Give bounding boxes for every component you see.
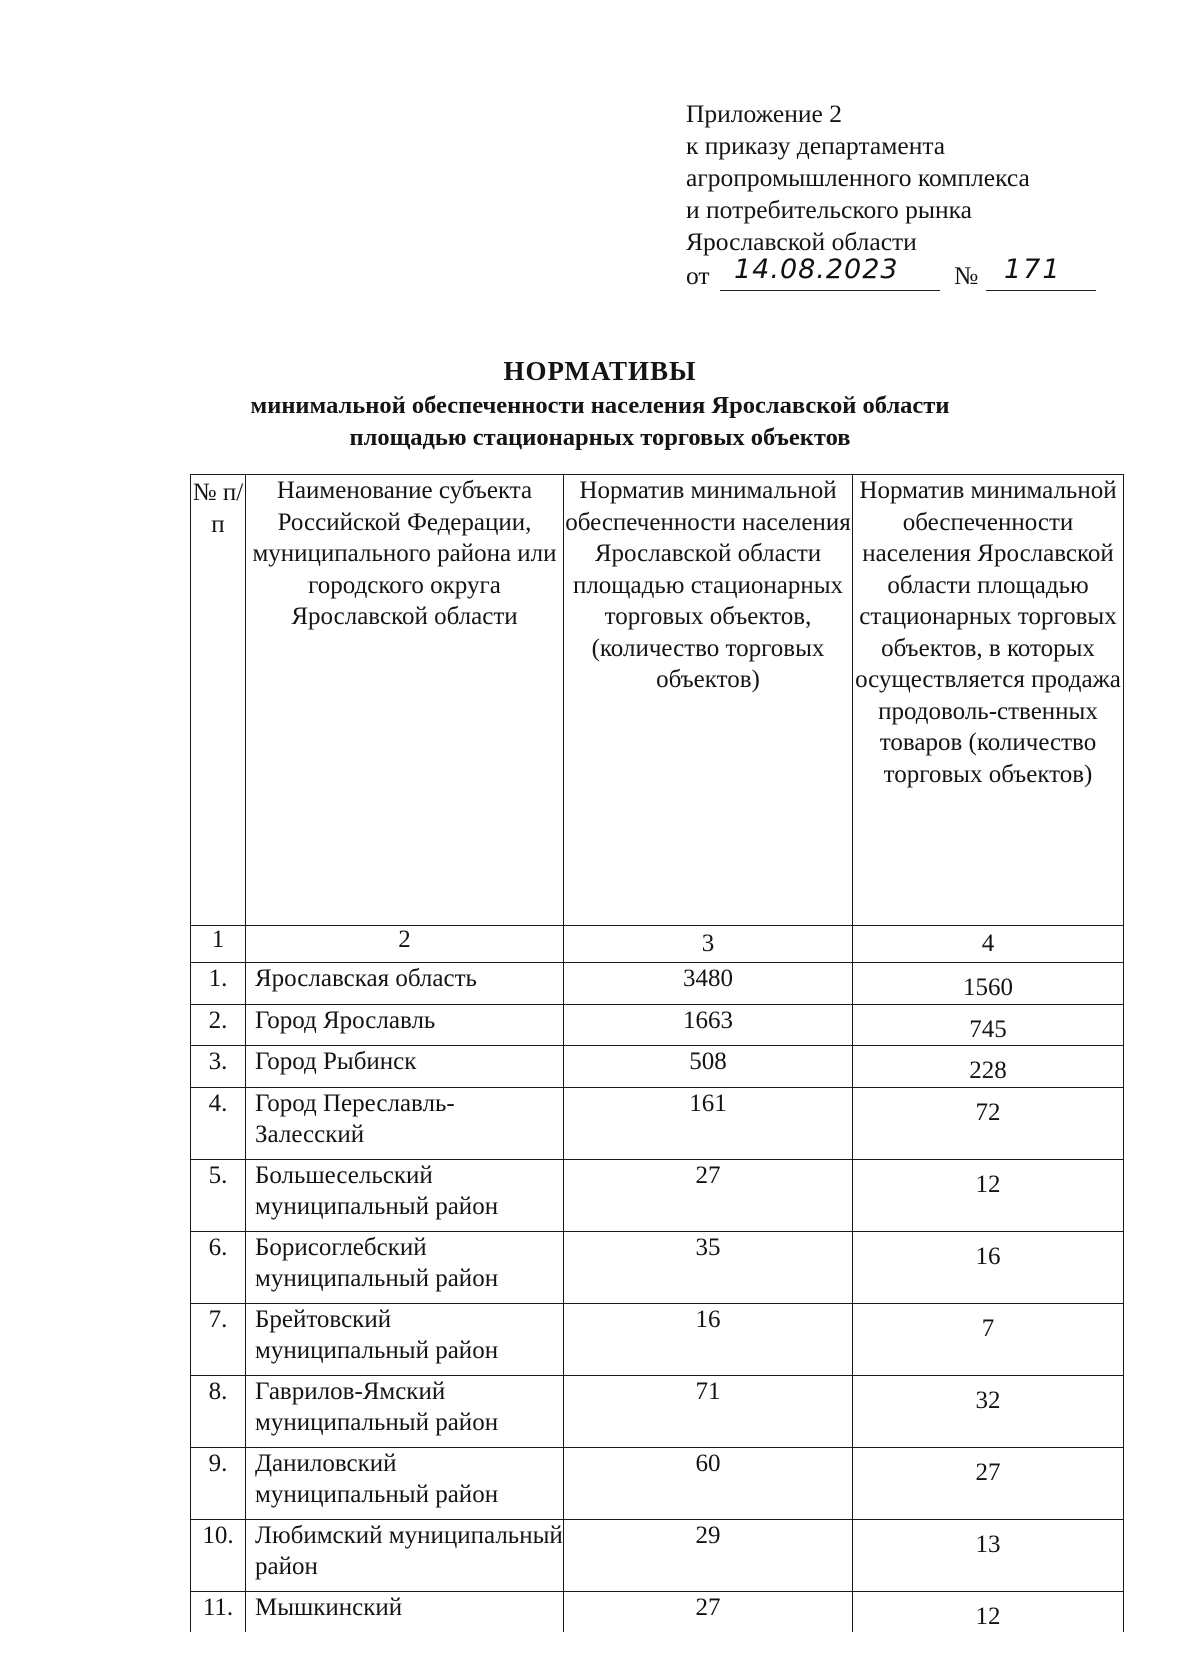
row-name: Ярославская область: [246, 963, 564, 1005]
row-food-norm: 27: [853, 1447, 1124, 1519]
row-food-norm: 13: [853, 1519, 1124, 1591]
header-cell-food: Норматив минимальной обеспеченности населения Ярославской области площадью стационарных торговых объектов, в которых осуществляется продажа продоволь-ственных товаров (количество торговых объектов): [853, 475, 1124, 926]
table-row: [191, 1447, 1124, 1519]
row-total-norm: 1663: [564, 1004, 853, 1046]
table-row: [191, 1519, 1124, 1591]
row-total-norm: 16: [564, 1303, 853, 1375]
appendix-line: к приказу департамента: [686, 131, 946, 160]
header-cell-name: Наименование субъекта Российской Федерации, муниципального района или городского округа Ярославской области: [246, 475, 564, 926]
row-total-norm: 71: [564, 1375, 853, 1447]
norms-table: [190, 474, 1124, 1632]
table-row: [191, 1303, 1124, 1375]
number-sign: №: [954, 261, 979, 290]
page-subtitle-line-1: минимальной обеспеченности населения Ярославской области: [250, 392, 950, 419]
row-food-norm: 72: [853, 1087, 1124, 1159]
row-name: Большесельский муниципальный район: [246, 1159, 564, 1231]
row-total-norm: 27: [564, 1159, 853, 1231]
page-subtitle-line-2: площадью стационарных торговых объектов: [349, 424, 851, 451]
row-number: 11.: [191, 1591, 246, 1632]
row-number: 9.: [191, 1447, 246, 1519]
appendix-line: Приложение 2: [686, 99, 842, 128]
row-total-norm: 508: [564, 1046, 853, 1088]
row-total-norm: 27: [564, 1591, 853, 1632]
column-number: 4: [853, 926, 1124, 963]
number-field: [986, 254, 1096, 291]
table-header-row: [191, 475, 1124, 926]
row-name: Город Рыбинск: [246, 1046, 564, 1088]
appendix-line: агропромышленного комплекса: [686, 163, 1030, 192]
table-row: [191, 963, 1124, 1005]
row-name: Любимский муниципальный район: [246, 1519, 564, 1591]
order-reference: [686, 254, 1062, 294]
row-name: Город Переславль-Залесский: [246, 1087, 564, 1159]
table-row: [191, 1231, 1124, 1303]
table-row: [191, 1087, 1124, 1159]
row-total-norm: 161: [564, 1087, 853, 1159]
date-field: [720, 254, 940, 291]
row-food-norm: 745: [853, 1004, 1124, 1046]
row-name: Борисоглебский муниципальный район: [246, 1231, 564, 1303]
row-number: 6.: [191, 1231, 246, 1303]
column-number: 2: [246, 926, 564, 963]
row-name: Мышкинский: [246, 1591, 564, 1632]
from-label: от: [686, 261, 710, 290]
row-food-norm: 12: [853, 1159, 1124, 1231]
row-name: Даниловский муниципальный район: [246, 1447, 564, 1519]
column-numbers-row: [191, 926, 1124, 963]
row-number: 1.: [191, 963, 246, 1005]
page-title: НОРМАТИВЫ: [503, 356, 697, 386]
table-row: [191, 1159, 1124, 1231]
table-row: [191, 1046, 1124, 1088]
row-total-norm: 35: [564, 1231, 853, 1303]
column-number: 3: [564, 926, 853, 963]
appendix-block: [686, 98, 1062, 294]
row-food-norm: 7: [853, 1303, 1124, 1375]
row-number: 2.: [191, 1004, 246, 1046]
column-number: 1: [191, 926, 246, 963]
order-number: 171: [1004, 254, 1062, 285]
table-row: [191, 1004, 1124, 1046]
row-total-norm: 60: [564, 1447, 853, 1519]
row-food-norm: 228: [853, 1046, 1124, 1088]
appendix-line: и потребительского рынка: [686, 195, 973, 224]
table-row: [191, 1375, 1124, 1447]
row-number: 10.: [191, 1519, 246, 1591]
row-food-norm: 32: [853, 1375, 1124, 1447]
order-date: 14.08.2023: [734, 254, 899, 285]
row-number: 5.: [191, 1159, 246, 1231]
row-name: Город Ярославль: [246, 1004, 564, 1046]
row-food-norm: 16: [853, 1231, 1124, 1303]
header-cell-num: № п/п: [191, 475, 246, 926]
table-row: [191, 1591, 1124, 1632]
row-name: Гаврилов-Ямский муниципальный район: [246, 1375, 564, 1447]
row-number: 3.: [191, 1046, 246, 1088]
row-number: 4.: [191, 1087, 246, 1159]
row-name: Брейтовский муниципальный район: [246, 1303, 564, 1375]
row-food-norm: 12: [853, 1591, 1124, 1632]
row-number: 8.: [191, 1375, 246, 1447]
appendix-line: Ярославской области: [686, 227, 917, 256]
row-number: 7.: [191, 1303, 246, 1375]
header-cell-total: Норматив минимальной обеспеченности населения Ярославской области площадью стационарных торговых объектов, (количество торговых объектов): [564, 475, 853, 926]
row-total-norm: 3480: [564, 963, 853, 1005]
row-total-norm: 29: [564, 1519, 853, 1591]
row-food-norm: 1560: [853, 963, 1124, 1005]
